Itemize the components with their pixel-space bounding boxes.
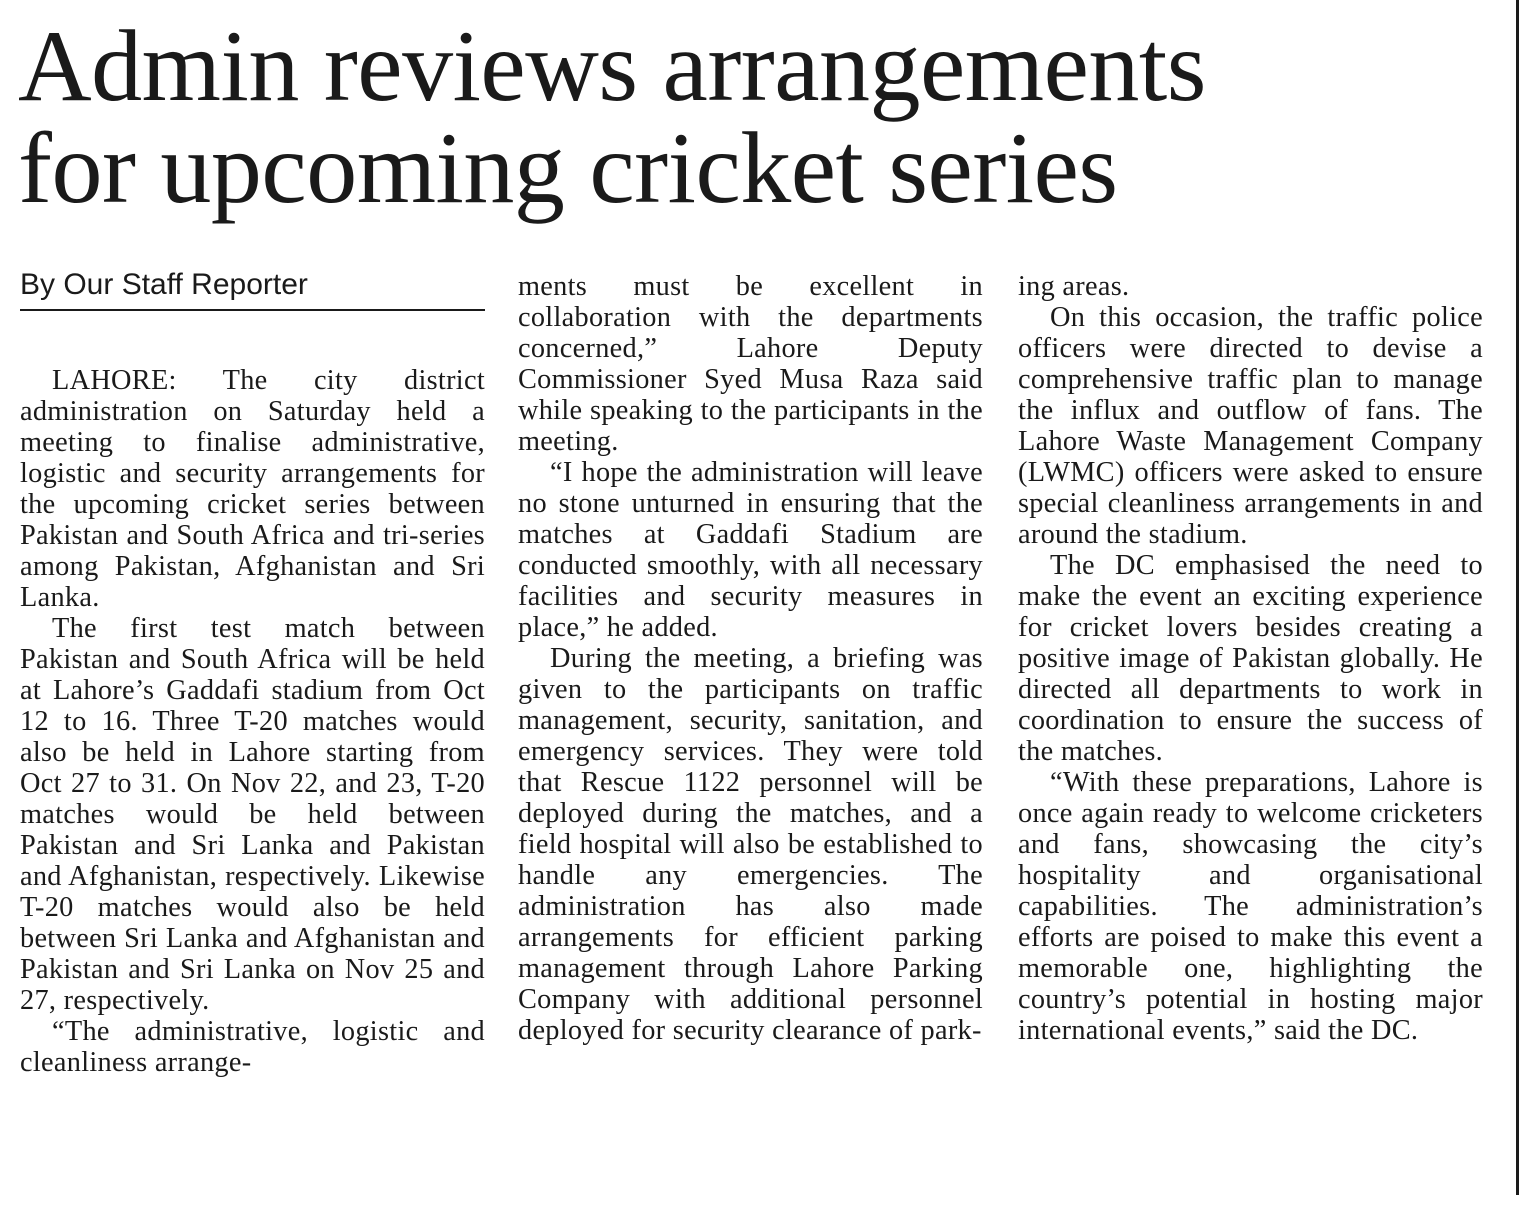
page-edge-rule [1516, 0, 1519, 1195]
paragraph: “The administrative, logistic and cleanliness arrange- [20, 1016, 485, 1078]
paragraph: “With these preparations, Lahore is once again ready to welcome cricketers and fans, showcasing the city’s hospitality and organisational capabilities. The administration’s efforts are poised to make this event a memorable one, highlighting the country’s potential in hosting major international events,” said the DC. [1018, 767, 1483, 1046]
headline-line-2: for upcoming cricket series [18, 112, 1118, 225]
headline-line-1: Admin reviews arrangements [18, 10, 1206, 123]
article-column-3 [1018, 271, 1483, 1046]
byline-rule [20, 309, 485, 311]
paragraph: During the meeting, a briefing was given to the participants on traffic management, security, sanitation, and emergency services. They were told that Rescue 1122 personnel will be deployed during the matches, and a field hospital will also be established to handle any emergencies. The administration has also made arrangements for efficient parking management through Lahore Parking Company with additional personnel deployed for security clearance of park- [518, 643, 983, 1046]
headline [18, 10, 1508, 225]
paragraph: On this occasion, the traffic police officers were directed to devise a comprehensive traffic plan to manage the influx and outflow of fans. The Lahore Waste Management Company (LWMC) officers were asked to ensure special cleanliness arrangements in and around the stadium. [1018, 302, 1483, 550]
article-column-1 [20, 365, 485, 1078]
article-column-2 [518, 271, 983, 1046]
byline: By Our Staff Reporter [20, 268, 308, 301]
paragraph: LAHORE: The city district administration on Saturday held a meeting to finalise administrative, logistic and security arrangements for the upcoming cricket series between Pakistan and South Africa and tri-series among Pakistan, Afghanistan and Sri Lanka. [20, 365, 485, 613]
paragraph-continued: ing areas. [1018, 271, 1130, 302]
paragraph-continued: ments must be excellent in collaboration with the departments concerned,” Lahore Deputy Commissioner Syed Musa Raza said while speaking to the participants in the meeting. [518, 271, 983, 457]
paragraph: “I hope the administration will leave no stone unturned in ensuring that the matches at Gaddafi Stadium are conducted smoothly, with all necessary facilities and security measures in place,” he added. [518, 457, 983, 643]
paragraph: The DC emphasised the need to make the event an exciting experience for cricket lovers besides creating a positive image of Pakistan globally. He directed all departments to work in coordination to ensure the success of the matches. [1018, 550, 1483, 767]
paragraph: The first test match between Pakistan and South Africa will be held at Lahore’s Gaddafi stadium from Oct 12 to 16. Three T-20 matches would also be held in Lahore starting from Oct 27 to 31. On Nov 22, and 23, T-20 matches would be held between Pakistan and Sri Lanka and Pakistan and Afghanistan, respectively. Likewise T-20 matches would also be held between Sri Lanka and Afghanistan and Pakistan and Sri Lanka on Nov 25 and 27, respectively. [20, 613, 485, 1016]
